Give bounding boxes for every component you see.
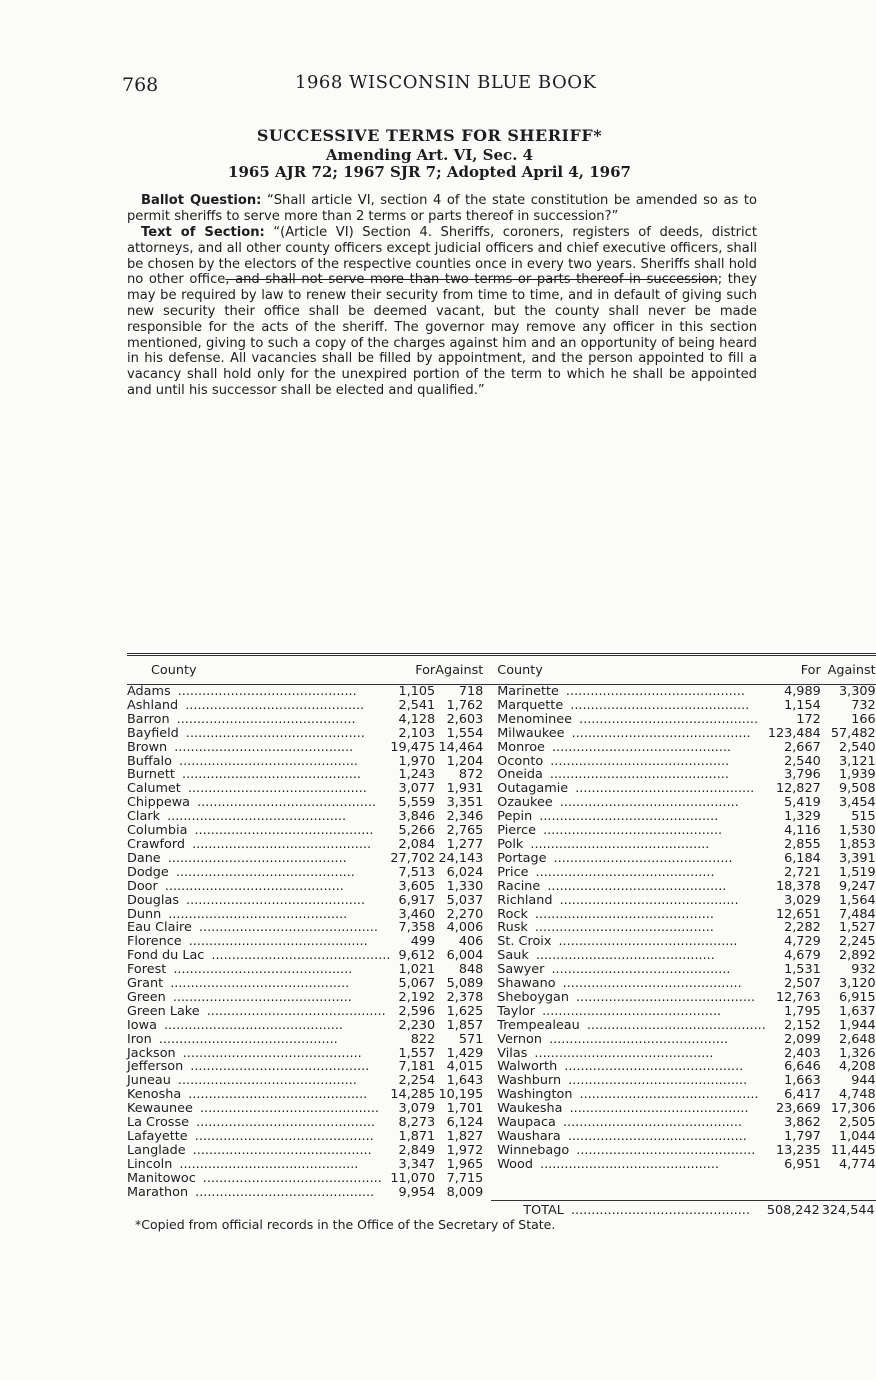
for-value: 4,679 — [784, 948, 821, 964]
county-name: Dunn — [127, 908, 164, 922]
against-value: 1,972 — [446, 1142, 484, 1158]
table-row — [127, 824, 876, 838]
table-row — [127, 1019, 876, 1033]
table-header-row — [127, 655, 876, 685]
against-value: 3,120 — [839, 976, 876, 992]
county-name: Juneau — [127, 1074, 174, 1088]
struck-text: , and shall not serve more than two terms or parts thereof in succession — [225, 272, 718, 288]
for-value: 123,484 — [767, 725, 821, 741]
for-value: 1,557 — [398, 1045, 436, 1061]
table-row — [127, 935, 876, 949]
table-row — [127, 741, 876, 755]
county-name: Waushara — [497, 1130, 564, 1144]
table-row — [127, 768, 876, 782]
against-value: 848 — [458, 962, 484, 978]
against-value: 1,519 — [839, 864, 876, 880]
for-value: 2,103 — [398, 725, 436, 741]
vote-table — [127, 653, 876, 1219]
against-value: 5,037 — [446, 892, 484, 908]
against-value: 1,762 — [446, 697, 484, 713]
county-name: Sauk — [497, 949, 532, 963]
page-number: 768 — [122, 74, 159, 96]
county-name: Iowa — [127, 1019, 160, 1033]
table-row — [127, 866, 876, 880]
county-name: Price — [497, 866, 531, 880]
county-name: Green Lake — [127, 1005, 203, 1019]
county-name: Forest — [127, 963, 169, 977]
for-value: 3,460 — [398, 906, 436, 922]
total-label: TOTAL — [523, 1203, 567, 1218]
against-value: 5,089 — [446, 976, 484, 992]
against-value: 1,853 — [839, 836, 876, 852]
county-name: Polk — [497, 838, 526, 852]
for-value: 6,184 — [784, 850, 821, 866]
for-value: 1,105 — [398, 684, 436, 699]
for-value: 2,192 — [398, 989, 436, 1005]
county-name: St. Croix — [497, 935, 554, 949]
table-row — [127, 796, 876, 810]
county-name: Washington — [497, 1088, 575, 1102]
against-value: 1,625 — [446, 1003, 484, 1019]
table-row — [127, 838, 876, 852]
for-value: 1,243 — [398, 767, 436, 783]
table-row — [127, 810, 876, 824]
county-name: Taylor — [497, 1005, 538, 1019]
against-value: 1,527 — [839, 920, 876, 936]
against-value: 4,015 — [446, 1059, 484, 1075]
county-name: La Crosse — [127, 1116, 192, 1130]
against-value: 944 — [851, 1073, 876, 1089]
county-name: Oconto — [497, 755, 546, 769]
against-value: 166 — [851, 711, 876, 727]
table-row — [127, 1005, 876, 1019]
for-value: 2,152 — [784, 1017, 821, 1033]
table-row — [127, 949, 876, 963]
county-name: Walworth — [497, 1060, 560, 1074]
county-name: Lafayette — [127, 1130, 191, 1144]
for-value: 4,729 — [784, 934, 821, 950]
for-value: 172 — [796, 711, 821, 727]
county-name: Trempealeau — [497, 1019, 582, 1033]
table-row — [127, 1186, 876, 1200]
against-value: 571 — [458, 1031, 484, 1047]
table-row — [127, 1060, 876, 1074]
against-value: 4,208 — [839, 1059, 876, 1075]
for-value: 6,646 — [784, 1059, 821, 1075]
for-value: 3,862 — [784, 1115, 821, 1131]
against-value: 4,748 — [839, 1087, 876, 1103]
table-row — [127, 1074, 876, 1088]
against-value: 1,554 — [446, 725, 484, 741]
against-value: 7,715 — [446, 1170, 484, 1186]
county-name: Shawano — [497, 977, 558, 991]
table-row — [127, 1088, 876, 1102]
for-value: 5,419 — [784, 795, 821, 811]
county-name: Monroe — [497, 741, 548, 755]
table-row — [127, 1102, 876, 1116]
table-row — [127, 713, 876, 727]
county-name: Dodge — [127, 866, 172, 880]
total-row — [127, 1200, 876, 1219]
county-name: Door — [127, 880, 161, 894]
for-value: 2,403 — [784, 1045, 821, 1061]
county-name: Brown — [127, 741, 170, 755]
table-row — [127, 963, 876, 977]
for-value: 12,651 — [775, 906, 821, 922]
county-name: Ashland — [127, 699, 181, 713]
for-value: 2,084 — [398, 836, 436, 852]
table-row — [127, 921, 876, 935]
for-value: 3,796 — [784, 767, 821, 783]
against-value: 1,637 — [839, 1003, 876, 1019]
county-name: Pierce — [497, 824, 539, 838]
for-value: 6,917 — [398, 892, 436, 908]
header-for-right: For — [766, 655, 821, 685]
for-value: 5,266 — [398, 823, 436, 839]
county-name: Dane — [127, 852, 164, 866]
table-row — [127, 880, 876, 894]
against-value: 24,143 — [438, 850, 484, 866]
table-row — [127, 894, 876, 908]
county-name: Iron — [127, 1033, 155, 1047]
against-value: 4,006 — [446, 920, 484, 936]
table-row — [127, 1158, 876, 1172]
for-value: 2,099 — [784, 1031, 821, 1047]
county-name: Clark — [127, 810, 163, 824]
against-value: 1,044 — [839, 1129, 876, 1144]
against-value: 872 — [458, 767, 484, 783]
for-value: 1,871 — [398, 1129, 436, 1144]
footnote: *Copied from official records in the Office of the Secretary of State. — [135, 1217, 556, 1232]
table-row — [127, 755, 876, 769]
table-row — [127, 908, 876, 922]
for-value: 1,797 — [784, 1129, 821, 1144]
ballot-question-label: Ballot Question: — [141, 193, 262, 208]
county-name: Pepin — [497, 810, 535, 824]
against-value: 1,204 — [446, 753, 484, 769]
county-name: Lincoln — [127, 1158, 175, 1172]
county-name: Buffalo — [127, 755, 175, 769]
against-value: 9,508 — [839, 781, 876, 797]
for-value: 12,763 — [775, 989, 821, 1005]
county-name: Sheboygan — [497, 991, 572, 1005]
against-value: 11,445 — [830, 1142, 876, 1158]
for-value: 23,669 — [775, 1101, 821, 1117]
county-name: Racine — [497, 880, 543, 894]
table-row — [127, 685, 876, 699]
table-row — [127, 1172, 876, 1186]
against-value: 732 — [851, 697, 876, 713]
county-name: Marathon — [127, 1186, 191, 1200]
for-value: 6,417 — [784, 1087, 821, 1103]
county-name: Florence — [127, 935, 185, 949]
against-value: 14,464 — [438, 739, 484, 755]
against-value: 10,195 — [438, 1087, 484, 1103]
subtitle-adoption: 1965 AJR 72; 1967 SJR 7; Adopted April 4, 1967 — [228, 163, 631, 181]
subtitle-amendment: Amending Art. VI, Sec. 4 — [325, 146, 534, 164]
against-value: 1,827 — [446, 1129, 484, 1144]
county-name: Oneida — [497, 768, 546, 782]
for-value: 5,067 — [398, 976, 436, 992]
for-value: 3,605 — [398, 878, 436, 894]
for-value: 2,230 — [398, 1017, 436, 1033]
against-value: 2,648 — [839, 1031, 876, 1047]
table-row — [127, 1033, 876, 1047]
for-value: 2,282 — [784, 920, 821, 936]
against-value: 1,701 — [446, 1101, 484, 1117]
for-value: 1,329 — [784, 809, 821, 825]
county-name: Richland — [497, 894, 555, 908]
table-row — [127, 1144, 876, 1158]
for-value: 1,531 — [784, 962, 821, 978]
for-value: 2,507 — [784, 976, 821, 992]
against-value: 1,429 — [446, 1045, 484, 1061]
for-value: 2,667 — [784, 739, 821, 755]
county-name: Waupaca — [497, 1116, 559, 1130]
for-value: 7,181 — [398, 1059, 436, 1075]
vote-table-body — [127, 685, 876, 1201]
against-value: 2,540 — [839, 739, 876, 755]
for-value: 14,285 — [390, 1087, 436, 1103]
ballot-question-text: “Shall article VI, section 4 of the state constitution be amended so as to permit sheriffs to serve more than 2 terms or parts thereof in succession?” — [127, 193, 757, 224]
against-value: 515 — [851, 809, 876, 825]
header-against-left: Against — [435, 655, 491, 685]
county-name: Portage — [497, 852, 549, 866]
county-name: Fond du Lac — [127, 949, 207, 963]
against-value: 3,309 — [839, 684, 876, 699]
county-name: Bayfield — [127, 727, 182, 741]
county-name: Waukesha — [497, 1102, 565, 1116]
section-text-paragraph — [127, 225, 757, 399]
for-value: 4,128 — [398, 711, 436, 727]
county-name: Vilas — [497, 1047, 530, 1061]
header-for-left: For — [390, 655, 435, 685]
county-name: Green — [127, 991, 169, 1005]
section-text-body-1: “(Article VI) Section 4. Sheriffs, coroners, registers of deeds, district attorneys, and all other county officers except judicial officers and chief executive officers, shall be chosen by the electors of the respective counties once in every two years. Sheriffs shall hold no other office — [127, 225, 757, 288]
for-value: 3,347 — [398, 1156, 436, 1172]
against-value: 57,482 — [830, 725, 876, 741]
county-name: Menominee — [497, 713, 575, 727]
county-name: Jefferson — [127, 1060, 186, 1074]
against-value: 1,326 — [839, 1045, 876, 1061]
for-value: 4,116 — [784, 823, 821, 839]
table-row — [127, 699, 876, 713]
for-value: 2,849 — [398, 1142, 436, 1158]
for-value: 13,235 — [775, 1142, 821, 1158]
header-county-right: County — [491, 655, 766, 685]
county-name: Langlade — [127, 1144, 189, 1158]
against-value: 3,454 — [839, 795, 876, 811]
against-value: 1,857 — [446, 1017, 484, 1033]
for-value: 7,513 — [398, 864, 436, 880]
against-value: 6,024 — [446, 864, 484, 880]
for-value: 8,273 — [398, 1115, 436, 1131]
county-name: Eau Claire — [127, 921, 195, 935]
against-value: 2,346 — [446, 809, 484, 825]
against-value: 1,965 — [446, 1156, 484, 1172]
for-value: 5,559 — [398, 795, 436, 811]
for-value: 11,070 — [390, 1170, 436, 1186]
county-name: Winnebago — [497, 1144, 572, 1158]
table-row — [127, 782, 876, 796]
for-value: 3,077 — [398, 781, 436, 797]
table-row — [127, 1116, 876, 1130]
county-name: Outagamie — [497, 782, 571, 796]
against-value: 17,306 — [830, 1101, 876, 1117]
for-value: 4,989 — [784, 684, 821, 699]
for-value: 2,596 — [398, 1003, 436, 1019]
table-row — [127, 852, 876, 866]
for-value: 3,029 — [784, 892, 821, 908]
against-value: 2,378 — [446, 989, 484, 1005]
county-name: Milwaukee — [497, 727, 567, 741]
against-value: 3,351 — [446, 795, 484, 811]
for-value: 9,954 — [398, 1184, 436, 1200]
for-value: 2,254 — [398, 1073, 436, 1089]
for-value: 1,021 — [398, 962, 436, 978]
ballot-question-paragraph — [127, 193, 757, 225]
running-head: 1968 WISCONSIN BLUE BOOK — [295, 72, 597, 93]
county-name: Kenosha — [127, 1088, 184, 1102]
county-name: Barron — [127, 713, 173, 727]
against-value: 1,944 — [839, 1017, 876, 1033]
against-value: 4,774 — [839, 1156, 876, 1172]
against-value: 3,121 — [839, 753, 876, 769]
page-title: SUCCESSIVE TERMS FOR SHERIFF* — [256, 126, 603, 145]
for-value: 1,154 — [784, 697, 821, 713]
against-value: 406 — [458, 934, 484, 950]
county-name: Columbia — [127, 824, 190, 838]
county-name: Ozaukee — [497, 796, 555, 810]
section-text-body-2: ; they may be required by law to renew their security from time to time, and in default of giving such new security their office shall be deemed vacant, but the county shall never be made responsible for the acts of the sheriff. The governor may remove any officer in this section mentioned, giving to such a copy of the charges against him and an opportunity of being heard in his defense. All vacancies shall be filled by appointment, and the person appointed to fill a vacancy shall hold only for the unexpired portion of the term to which he shall be appointed and until his successor shall be elected and qualified.” — [127, 272, 757, 398]
against-value: 1,277 — [446, 836, 484, 852]
against-value: 7,484 — [839, 906, 876, 922]
for-value: 19,475 — [390, 739, 436, 755]
against-value: 6,124 — [446, 1115, 484, 1131]
against-value: 932 — [851, 962, 876, 978]
against-value: 2,270 — [446, 906, 484, 922]
against-value: 8,009 — [446, 1184, 484, 1200]
table-row — [127, 977, 876, 991]
against-value: 1,330 — [446, 878, 484, 894]
county-name: Rusk — [497, 921, 531, 935]
county-name: Sawyer — [497, 963, 547, 977]
for-value: 2,541 — [398, 697, 436, 713]
county-name: Marquette — [497, 699, 566, 713]
for-value: 499 — [410, 934, 436, 950]
county-name: Calumet — [127, 782, 184, 796]
for-value: 3,846 — [398, 809, 436, 825]
table-row — [127, 991, 876, 1005]
against-value: 2,892 — [839, 948, 876, 964]
county-name: Burnett — [127, 768, 178, 782]
table-row — [127, 727, 876, 741]
for-value: 2,855 — [784, 836, 821, 852]
for-value: 6,951 — [784, 1156, 821, 1172]
for-value: 3,079 — [398, 1101, 436, 1117]
against-value: 6,915 — [839, 989, 876, 1005]
against-value: 3,391 — [839, 850, 876, 866]
for-value: 9,612 — [398, 948, 436, 964]
for-value: 2,721 — [784, 864, 821, 880]
against-value: 2,245 — [839, 934, 876, 950]
header-against-right: Against — [821, 655, 876, 685]
against-value: 9,247 — [839, 878, 876, 894]
county-name: Jackson — [127, 1047, 179, 1061]
county-name: Marinette — [497, 685, 562, 699]
against-value: 718 — [458, 684, 484, 699]
for-value: 822 — [410, 1031, 436, 1047]
for-value: 18,378 — [775, 878, 821, 894]
county-name: Wood — [497, 1158, 536, 1172]
against-value: 2,505 — [839, 1115, 876, 1131]
against-value: 2,603 — [446, 711, 484, 727]
county-name: Washburn — [497, 1074, 564, 1088]
for-value: 27,702 — [390, 850, 436, 866]
against-value: 1,931 — [446, 781, 484, 797]
against-value: 2,765 — [446, 823, 484, 839]
against-value: 1,530 — [839, 823, 876, 839]
table-row — [127, 1047, 876, 1061]
county-name: Douglas — [127, 894, 182, 908]
for-value: 2,540 — [784, 753, 821, 769]
table-row — [127, 1130, 876, 1144]
for-value: 1,663 — [784, 1073, 821, 1089]
total-against: 324,544 — [821, 1200, 876, 1219]
for-value: 12,827 — [775, 781, 821, 797]
county-name: Vernon — [497, 1033, 545, 1047]
for-value: 1,970 — [398, 753, 436, 769]
county-name: Chippewa — [127, 796, 193, 810]
section-text-label: Text of Section: — [141, 225, 265, 240]
county-name: Rock — [497, 908, 531, 922]
for-value: 1,795 — [784, 1003, 821, 1019]
county-name: Adams — [127, 685, 174, 699]
county-name: Grant — [127, 977, 166, 991]
county-name: Manitowoc — [127, 1172, 199, 1186]
county-name: Crawford — [127, 838, 188, 852]
against-value: 1,643 — [446, 1073, 484, 1089]
county-name: Kewaunee — [127, 1102, 196, 1116]
total-for: 508,242 — [766, 1200, 821, 1219]
against-value: 1,564 — [839, 892, 876, 908]
against-value: 6,004 — [446, 948, 484, 964]
header-county-left: County — [127, 655, 390, 685]
for-value: 7,358 — [398, 920, 436, 936]
against-value: 1,939 — [839, 767, 876, 783]
